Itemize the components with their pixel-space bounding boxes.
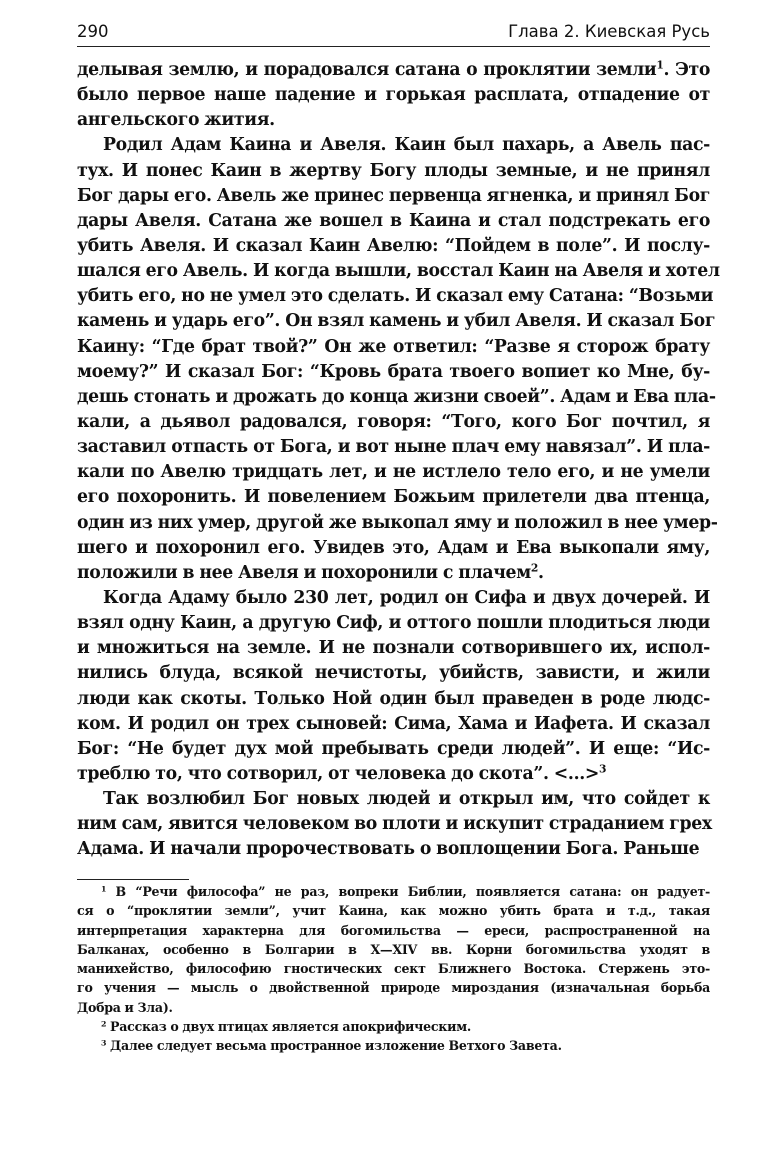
- text-line: [77, 586, 710, 611]
- footnote-line: [77, 998, 710, 1017]
- text-line-content: Родил Адам Каина и Авеля. Каин был пахарь, а Авель пас-: [103, 135, 710, 156]
- text-line-content: шего и похоронил его. Увидев это, Адам и Ева выкопали яму,: [77, 537, 710, 558]
- text-line-content: дары Авеля. Сатана же вошел в Каина и стал подстрекать его: [77, 210, 710, 231]
- footnote-text: манихейство, философию гностических сект Ближнего Востока. Стержень это-: [77, 961, 710, 976]
- text-line: [77, 737, 710, 762]
- text-line-content: Когда Адаму было 230 лет, родил он Сифа и двух дочерей. И: [103, 587, 710, 608]
- text-line: [77, 159, 710, 184]
- text-line-content: кали, а дьявол радовался, говоря: “Того, кого Бог почтил, я: [77, 411, 710, 432]
- text-line-content: моему?” И сказал Бог: “Кровь брата твоего вопиет ко Мне, бу-: [77, 361, 710, 382]
- footnote-text: ся о “проклятии земли”, учит Каина, как можно убить брата и т.д., такая: [77, 903, 710, 919]
- text-line-content: Каину: “Где брат твой?” Он же ответил: “Разве я сторож брату: [77, 336, 710, 357]
- text-line: [77, 58, 710, 83]
- text-line-content: заставил отпасть от Бога, и вот ныне плач ему навязал”. И пла-: [77, 437, 710, 458]
- text-line: [77, 335, 710, 360]
- footnote-line: [77, 921, 710, 940]
- footnote-number: 3: [101, 1038, 107, 1048]
- text-line-content: камень и ударь его”. Он взял камень и убил Авеля. И сказал Бог: [77, 311, 716, 332]
- page-number: 290: [77, 22, 109, 41]
- footnote-number: 2: [101, 1019, 107, 1029]
- text-line-content: взял одну Каин, а другую Сиф, и оттого пошли плодиться люди: [77, 613, 710, 634]
- text-line: [77, 259, 720, 284]
- text-line-content: нились блуда, всякой нечистоты, убийств, зависти, и жили: [77, 663, 710, 684]
- text-line: [77, 309, 716, 334]
- text-line: [77, 787, 710, 812]
- text-line: [77, 184, 710, 209]
- text-line-content: Так возлюбил Бог новых людей и открыл им, что сойдет к: [103, 789, 710, 810]
- header-rule: [77, 46, 710, 47]
- text-line: [77, 83, 710, 108]
- text-line-content: убить его, но не умел это сделать. И сказал ему Сатана: “Возьми: [77, 286, 714, 307]
- text-line-tail: . Это: [663, 60, 711, 80]
- footnote-line: [77, 978, 710, 997]
- footnote-text: го учения — мысль о двойственной природе мироздания (изначальная борьба: [77, 980, 710, 996]
- text-line: [77, 536, 710, 561]
- text-line-content: кали по Авелю тридцать лет, и не истлело тело его, и не умели: [77, 462, 710, 483]
- text-line: [77, 611, 710, 636]
- footnote-line: [77, 940, 710, 959]
- text-line: [77, 108, 710, 133]
- footnote-ref[interactable]: 3: [599, 762, 607, 776]
- text-line: [77, 133, 710, 158]
- footnote-line: [77, 959, 710, 978]
- text-line-content: люди как скоты. Только Ной один был праведен в роде людс-: [77, 688, 710, 709]
- text-line-content: Бог дары его. Авель же принес первенца ягненка, и принял Бог: [77, 185, 710, 206]
- footnote-text: Далее следует весьма пространное изложение Ветхого Завета.: [106, 1038, 562, 1053]
- chapter-title: Глава 2. Киевская Русь: [508, 22, 710, 41]
- footnote-line: [77, 901, 710, 920]
- text-line: [77, 460, 710, 485]
- text-line: [77, 762, 710, 787]
- text-line: [77, 712, 710, 737]
- footnote-ref[interactable]: 1: [656, 58, 664, 72]
- text-line: [77, 636, 710, 661]
- footnote-line: [77, 882, 710, 901]
- text-line: [77, 511, 718, 536]
- text-line: [77, 561, 710, 586]
- text-line-content: ним сам, явится человеком во плоти и искупит страданием грех: [77, 814, 712, 835]
- text-line: [77, 284, 714, 309]
- text-line: [77, 435, 710, 460]
- footnote-text: В “Речи философа” не раз, вопреки Библии, появляется сатана: он радует-: [106, 884, 710, 899]
- text-line-content: положили в нее Авеля и похоронили с плачем: [77, 562, 531, 583]
- text-line-content: ангельского жития.: [77, 110, 275, 131]
- text-line: [77, 209, 710, 234]
- text-line-content: треблю то, что сотворил, от человека до скота”. <...>: [77, 763, 600, 784]
- text-line-content: ком. И родил он трех сыновей: Сима, Хама и Иафета. И сказал: [77, 713, 710, 734]
- text-line-content: тух. И понес Каин в жертву Богу плоды земные, и не принял: [77, 160, 710, 181]
- main-text: [77, 58, 720, 863]
- text-line-content: Адама. И начали пророчествовать о воплощении Бога. Раньше: [77, 839, 700, 860]
- footnote-ref[interactable]: 2: [530, 561, 538, 575]
- footnote-line: [77, 1036, 710, 1055]
- footnote-text: Рассказ о двух птицах является апокрифическим.: [106, 1018, 472, 1034]
- footnotes: [77, 882, 710, 1055]
- footnote-text: Балканах, особенно в Болгарии в X—XIV вв. Корни богомильства уходят в: [77, 941, 710, 957]
- footnote-text: Добра и Зла).: [77, 999, 173, 1015]
- text-line: [77, 687, 710, 712]
- text-line-content: его похоронить. И повелением Божьим прилетели два птенца,: [77, 487, 710, 508]
- text-line-content: и множиться на земле. И не познали сотворившего их, испол-: [77, 638, 710, 659]
- text-line-content: делывая землю, и порадовался сатана о проклятии земли: [77, 60, 657, 80]
- text-line: [77, 410, 710, 435]
- footnote-text: интерпретация характерна для богомильства — ереси, распространенной на: [77, 922, 710, 938]
- text-line-content: было первое наше падение и горькая расплата, отпадение от: [77, 85, 710, 106]
- text-line-content: Бог: “Не будет дух мой пребывать среди людей”. И еще: “Ис-: [77, 738, 710, 759]
- text-line-content: шался его Авель. И когда вышли, восстал Каин на Авеля и хотел: [77, 261, 720, 282]
- text-line: [77, 485, 710, 510]
- text-line-content: убить Авеля. И сказал Каин Авелю: “Пойдем в поле”. И послу-: [77, 235, 710, 256]
- running-header: [77, 22, 710, 48]
- text-line-tail: .: [537, 562, 544, 583]
- footnote-separator: [77, 879, 189, 880]
- text-line-content: один из них умер, другой же выкопал яму и положил в нее умер-: [77, 512, 718, 533]
- text-line: [77, 385, 716, 410]
- text-line: [77, 837, 710, 862]
- text-line-content: дешь стонать и дрожать до конца жизни своей”. Адам и Ева пла-: [77, 386, 716, 407]
- text-line: [77, 360, 710, 385]
- footnote-number: 1: [101, 884, 107, 894]
- footnote-line: [77, 1017, 710, 1036]
- text-line: [77, 234, 710, 259]
- text-line: [77, 812, 710, 837]
- text-line: [77, 661, 710, 686]
